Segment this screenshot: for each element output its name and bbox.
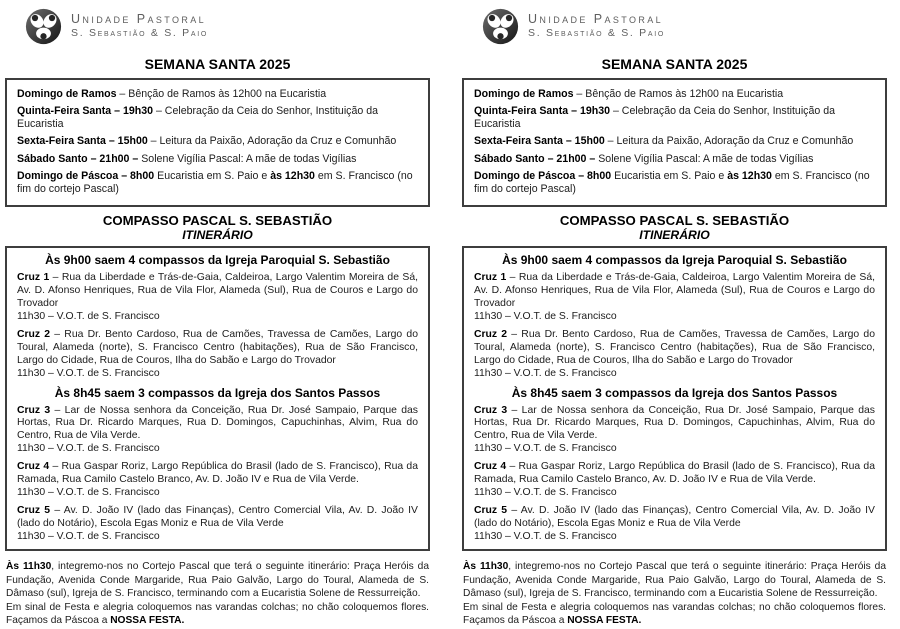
route-time: 11h30 – V.O.T. de S. Francisco bbox=[474, 486, 617, 498]
route-cruz-1 bbox=[17, 272, 418, 324]
footer-paragraph-1 bbox=[6, 560, 429, 600]
footer-time-bold: Às 11h30 bbox=[6, 561, 52, 573]
schedule-day: Sexta-Feira Santa – 15h00 bbox=[17, 135, 148, 148]
schedule-entry-pascoa bbox=[474, 170, 875, 196]
page-title: SEMANA SANTA 2025 bbox=[144, 56, 291, 72]
route-streets: – Rua Dr. Bento Cardoso, Rua de Camões, Travessa de Camões, Largo do Toural, Alameda (norte), S. Francisco Centro (habitações), Rua de São Francisco, Largo do Cidade, Rua de Couros, Ilha do Sabão e Largo do Trovador bbox=[474, 329, 875, 366]
section-subtitle: ITINERÁRIO bbox=[182, 228, 253, 243]
three-figures-circle-icon bbox=[482, 8, 519, 45]
route-streets: – Lar de Nossa senhora da Conceição, Rua Dr. José Sampaio, Parque das Hortas, Rua Dr. Ricardo Marques, Rua D. Domingos, Capuchinhas, Alvim, Rua do Centro, Rua de Vila Verde. bbox=[17, 404, 418, 442]
route-streets: – Rua Dr. Bento Cardoso, Rua de Camões, Travessa de Camões, Largo do Toural, Alameda (norte), S. Francisco Centro (habitações), Rua de São Francisco, Largo do Cidade, Rua de Couros, Ilha do Sabão e Largo do Trovador bbox=[17, 329, 418, 366]
schedule-day: Domingo de Ramos bbox=[17, 87, 117, 100]
route-description bbox=[474, 505, 875, 531]
route-time: 11h30 – V.O.T. de S. Francisco bbox=[474, 530, 617, 542]
schedule-day: Quinta-Feira Santa – 19h30 bbox=[17, 104, 154, 117]
schedule-detail: – Leitura da Paixão, Adoração da Cruz e Comunhão bbox=[147, 135, 397, 148]
route-description bbox=[17, 272, 418, 311]
route-cruz-5 bbox=[474, 505, 875, 544]
route-cruz-3 bbox=[17, 405, 418, 457]
route-streets: – Lar de Nossa senhora da Conceição, Rua Dr. José Sampaio, Parque das Hortas, Rua Dr. Ricardo Marques, Rua D. Domingos, Capuchinhas, Alvim, Rua do Centro, Rua de Vila Verde. bbox=[474, 404, 875, 442]
route-streets: – Av. D. João IV (lado das Finanças), Centro Comercial Vila, Av. D. João IV (lado do Notário), Escola Egas Moniz e Rua de Vila Verde bbox=[474, 504, 875, 529]
route-streets: – Rua Gaspar Roriz, Largo República do Brasil (lado de S. Francisco), Rua da Ramada, Rua Camilo Castelo Branco, Av. D. João IV e Rua de Vila Verde. bbox=[474, 461, 875, 486]
schedule-detail-2: em S. Francisco (no fim do cortejo Pascal) bbox=[17, 170, 413, 196]
route-streets: – Av. D. João IV (lado das Finanças), Centro Comercial Vila, Av. D. João IV (lado do Notário), Escola Egas Moniz e Rua de Vila Verde bbox=[17, 504, 418, 529]
footer-closing-bold: NOSSA FESTA. bbox=[110, 615, 185, 625]
schedule-day: Domingo de Páscoa – 8h00 bbox=[474, 170, 612, 183]
itinerary-box bbox=[5, 246, 430, 551]
route-streets: – Rua da Liberdade e Trás-de-Gaia, Caldeiroa, Largo Valentim Moreira de Sá, Av. D. Afonso Henriques, Rua de Vila Flor, Alameda (Sul), Rua de Couros e Largo do Trovador bbox=[474, 272, 875, 310]
route-cruz-4 bbox=[474, 461, 875, 500]
schedule-detail: Solene Vigília Pascal: A mãe de todas Vigílias bbox=[138, 152, 357, 165]
schedule-entry-ramos bbox=[474, 88, 875, 101]
schedule-entry-sexta bbox=[474, 135, 875, 148]
org-name-line1: Unidade Pastoral bbox=[528, 12, 664, 27]
route-description bbox=[474, 272, 875, 311]
route-streets: – Rua da Liberdade e Trás-de-Gaia, Caldeiroa, Largo Valentim Moreira de Sá, Av. D. Afonso Henriques, Rua de Vila Flor, Alameda (Sul), Rua de Couros e Largo do Trovador bbox=[17, 272, 418, 310]
route-label: Cruz 3 bbox=[17, 404, 51, 416]
section-subtitle: ITINERÁRIO bbox=[639, 228, 710, 243]
schedule-entry-quinta bbox=[17, 105, 418, 131]
schedule-day: Sexta-Feira Santa – 15h00 bbox=[474, 135, 605, 148]
schedule-day: Domingo de Páscoa – 8h00 bbox=[17, 170, 155, 183]
route-label: Cruz 4 bbox=[474, 461, 507, 473]
itinerary-heading-b: Às 8h45 saem 3 compassos da Igreja dos Santos Passos bbox=[511, 385, 838, 400]
schedule-entry-sabado bbox=[474, 153, 875, 166]
holy-week-schedule-box bbox=[5, 78, 430, 207]
route-cruz-2 bbox=[474, 329, 875, 381]
itinerary-heading-b: Às 8h45 saem 3 compassos da Igreja dos Santos Passos bbox=[54, 385, 381, 400]
schedule-day: Quinta-Feira Santa – 19h30 bbox=[474, 104, 611, 117]
schedule-entry-sabado bbox=[17, 153, 418, 166]
schedule-entry-pascoa bbox=[17, 170, 418, 196]
route-time: 11h30 – V.O.T. de S. Francisco bbox=[474, 311, 617, 323]
schedule-day: Sábado Santo – 21h00 – bbox=[17, 152, 139, 165]
route-cruz-4 bbox=[17, 461, 418, 500]
schedule-time-bold: às 12h30 bbox=[270, 170, 315, 183]
section-title: COMPASSO PASCAL S. SEBASTIÃO bbox=[559, 213, 790, 229]
schedule-entry-quinta bbox=[474, 105, 875, 131]
schedule-detail: – Bênção de Ramos às 12h00 na Eucaristia bbox=[116, 87, 327, 100]
route-description bbox=[474, 461, 875, 487]
three-figures-circle-icon bbox=[25, 8, 62, 45]
cortejo-footer bbox=[6, 560, 429, 625]
schedule-day: Sábado Santo – 21h00 – bbox=[474, 152, 596, 165]
footer-paragraph-1 bbox=[463, 560, 886, 600]
schedule-detail: Eucaristia em S. Paio e bbox=[154, 170, 271, 183]
route-time: 11h30 – V.O.T. de S. Francisco bbox=[17, 530, 160, 542]
route-label: Cruz 4 bbox=[17, 461, 50, 473]
flyer-page-left bbox=[5, 7, 430, 625]
schedule-detail: – Bênção de Ramos às 12h00 na Eucaristia bbox=[573, 87, 784, 100]
footer-paragraph-3 bbox=[6, 614, 429, 625]
schedule-detail-2: em S. Francisco (no fim do cortejo Pascal) bbox=[474, 170, 870, 196]
route-description bbox=[17, 505, 418, 531]
flyer-page-right bbox=[462, 7, 887, 625]
schedule-detail: Eucaristia em S. Paio e bbox=[611, 170, 728, 183]
route-cruz-2 bbox=[17, 329, 418, 381]
footer-closing-bold: NOSSA FESTA. bbox=[567, 615, 642, 625]
route-label: Cruz 2 bbox=[474, 329, 508, 341]
schedule-detail: – Leitura da Paixão, Adoração da Cruz e Comunhão bbox=[604, 135, 854, 148]
route-description bbox=[474, 329, 875, 368]
schedule-day: Domingo de Ramos bbox=[474, 87, 574, 100]
schedule-detail: – Celebração da Ceia do Senhor, Instituição da Eucaristia bbox=[17, 104, 378, 130]
footer-itinerary-text: , integremo-nos no Cortejo Pascal que terá o seguinte itinerário: Praça Heróis da Fundação, Avenida Conde Margaride, Rua Paio Galvão, Largo do Toural, Alameda de S. Dâmaso (sul), Igreja de S. Francisco, terminando com a Eucaristia Solene de Ressurreição. bbox=[463, 561, 886, 600]
holy-week-schedule-box bbox=[462, 78, 887, 207]
logo bbox=[482, 7, 887, 45]
logo bbox=[25, 7, 430, 45]
footer-paragraph-3 bbox=[463, 614, 886, 625]
cortejo-footer bbox=[463, 560, 886, 625]
footer-itinerary-text: , integremo-nos no Cortejo Pascal que terá o seguinte itinerário: Praça Heróis da Fundação, Avenida Conde Margaride, Rua Paio Galvão, Largo do Toural, Alameda de S. Dâmaso (sul), Igreja de S. Francisco, terminando com a Eucaristia Solene de Ressurreição. bbox=[6, 561, 429, 600]
schedule-detail: Solene Vigília Pascal: A mãe de todas Vigílias bbox=[595, 152, 814, 165]
route-label: Cruz 1 bbox=[474, 272, 507, 284]
route-label: Cruz 1 bbox=[17, 272, 50, 284]
route-time: 11h30 – V.O.T. de S. Francisco bbox=[17, 311, 160, 323]
route-label: Cruz 5 bbox=[474, 504, 508, 516]
itinerary-heading-a: Às 9h00 saem 4 compassos da Igreja Paroquial S. Sebastião bbox=[502, 253, 847, 268]
footer-closing-text: Façamos da Páscoa a bbox=[6, 615, 111, 625]
page-title: SEMANA SANTA 2025 bbox=[601, 56, 748, 72]
route-label: Cruz 2 bbox=[17, 329, 51, 341]
footer-time-bold: Às 11h30 bbox=[463, 561, 509, 573]
footer-paragraph-2: Em sinal de Festa e alegria coloquemos nas varandas colchas; no chão coloquemos flores. bbox=[6, 601, 429, 613]
route-time: 11h30 – V.O.T. de S. Francisco bbox=[17, 443, 160, 455]
route-cruz-5 bbox=[17, 505, 418, 544]
route-time: 11h30 – V.O.T. de S. Francisco bbox=[474, 367, 617, 379]
route-time: 11h30 – V.O.T. de S. Francisco bbox=[17, 367, 160, 379]
org-name-line2: S. Sebastião & S. Paio bbox=[528, 27, 665, 40]
route-description bbox=[17, 329, 418, 368]
route-label: Cruz 3 bbox=[474, 404, 508, 416]
schedule-entry-sexta bbox=[17, 135, 418, 148]
itinerary-box bbox=[462, 246, 887, 551]
org-name-line1: Unidade Pastoral bbox=[71, 12, 207, 27]
schedule-detail: – Celebração da Ceia do Senhor, Instituição da Eucaristia bbox=[474, 104, 835, 130]
route-description bbox=[17, 461, 418, 487]
route-cruz-1 bbox=[474, 272, 875, 324]
route-label: Cruz 5 bbox=[17, 504, 51, 516]
itinerary-heading-a: Às 9h00 saem 4 compassos da Igreja Paroquial S. Sebastião bbox=[45, 253, 390, 268]
route-streets: – Rua Gaspar Roriz, Largo República do Brasil (lado de S. Francisco), Rua da Ramada, Rua Camilo Castelo Branco, Av. D. João IV e Rua de Vila Verde. bbox=[17, 461, 418, 486]
footer-paragraph-2: Em sinal de Festa e alegria coloquemos nas varandas colchas; no chão coloquemos flores. bbox=[463, 601, 886, 613]
route-time: 11h30 – V.O.T. de S. Francisco bbox=[17, 486, 160, 498]
route-description bbox=[474, 405, 875, 444]
schedule-time-bold: às 12h30 bbox=[727, 170, 772, 183]
route-description bbox=[17, 405, 418, 444]
route-cruz-3 bbox=[474, 405, 875, 457]
org-name bbox=[71, 12, 208, 39]
route-time: 11h30 – V.O.T. de S. Francisco bbox=[474, 443, 617, 455]
schedule-entry-ramos bbox=[17, 88, 418, 101]
footer-closing-text: Façamos da Páscoa a bbox=[463, 615, 568, 625]
org-name-line2: S. Sebastião & S. Paio bbox=[71, 27, 208, 40]
section-title: COMPASSO PASCAL S. SEBASTIÃO bbox=[102, 213, 333, 229]
org-name bbox=[528, 12, 665, 39]
